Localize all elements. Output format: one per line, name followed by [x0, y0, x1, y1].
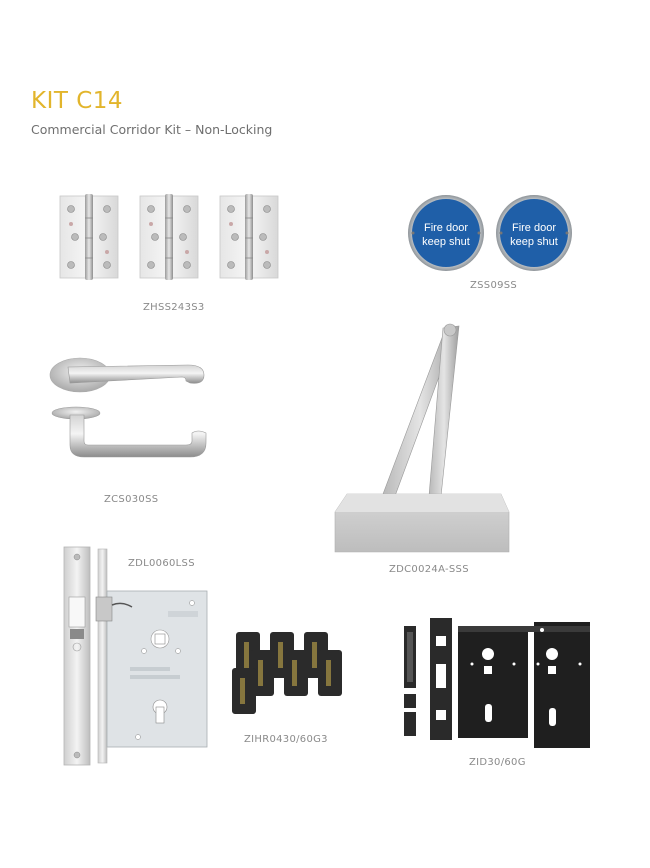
- door-closer-icon: [333, 324, 515, 556]
- sign-text-line2: keep shut: [510, 236, 558, 248]
- fire-door-sign-icon: [408, 194, 574, 272]
- sign-text-line1: Fire door: [511, 222, 557, 234]
- sashlock-icon: [60, 547, 212, 767]
- kit-title: KIT C14: [31, 88, 124, 114]
- product-code-lever: ZCS030SS: [104, 494, 159, 505]
- product-code-pads: ZIHR0430/60G3: [244, 734, 328, 745]
- product-code-signs: ZSS09SS: [470, 280, 518, 291]
- product-code-hinges: ZHSS243S3: [143, 302, 205, 313]
- product-code-sashlock: ZDL0060LSS: [128, 558, 195, 569]
- lever-handle-icon: [48, 345, 213, 470]
- hinge-icon: [60, 196, 282, 280]
- kit-subtitle: Commercial Corridor Kit – Non-Locking: [31, 122, 273, 137]
- sign-text-line1: Fire door: [423, 222, 469, 234]
- intumescent-kit-icon: [402, 614, 594, 754]
- sign-text-line2: keep shut: [422, 236, 470, 248]
- product-code-kit: ZID30/60G: [469, 757, 526, 768]
- product-code-closer: ZDC0024A-SSS: [389, 564, 469, 575]
- intumescent-pad-icon: [232, 630, 346, 716]
